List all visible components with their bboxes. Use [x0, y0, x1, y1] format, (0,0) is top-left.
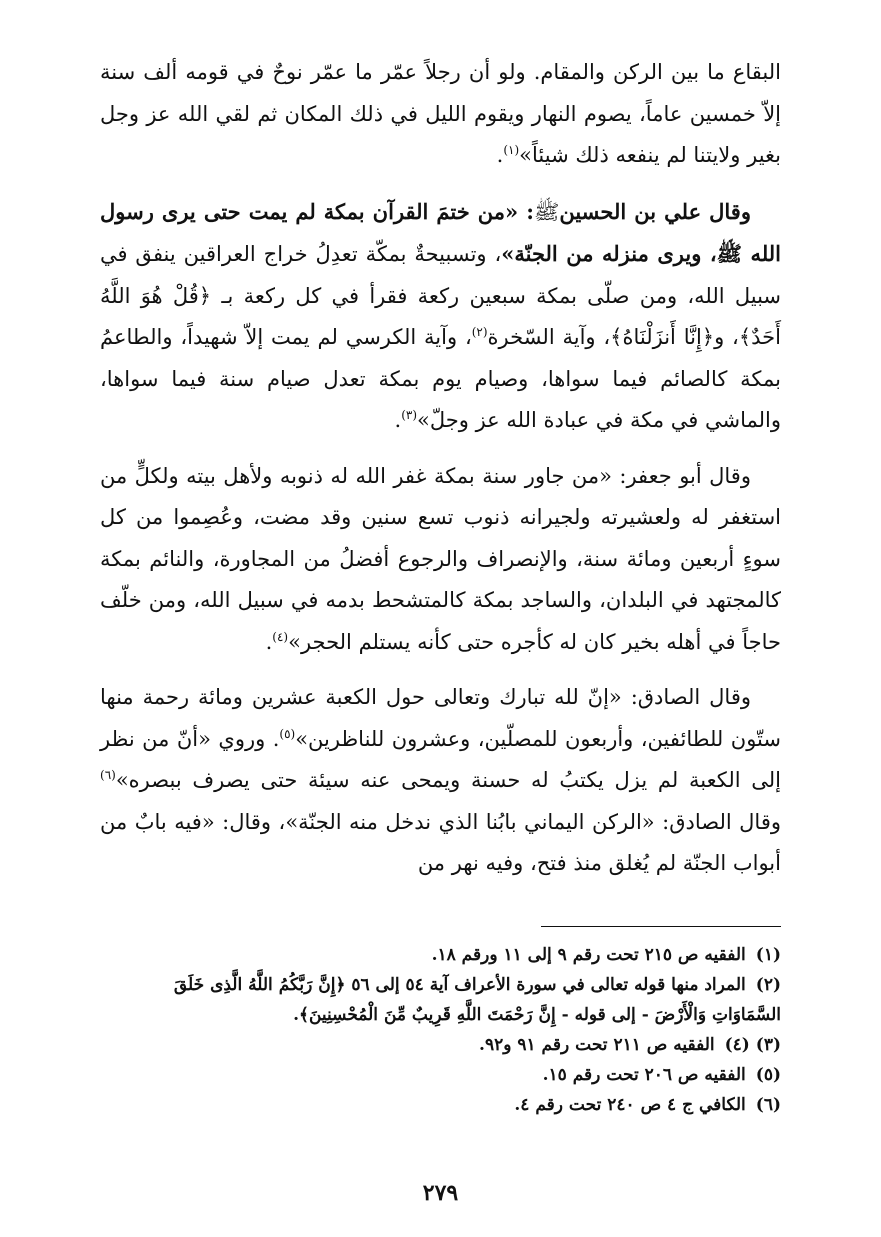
paragraph-2-lead: وقال علي بن الحسين	[559, 198, 751, 224]
footnote-1	[100, 940, 781, 970]
honorific-glyph: ﷺ	[533, 199, 560, 224]
footnote-number: (٣) (٤)	[724, 1035, 781, 1055]
paragraph-2-text-2: ، وآية الكرسي لم يمت إلاّ شهيداً، والطاعمُ بمكة كالصائم فيما سواها، وصيام يوم بمكة تعدل صيام سنة فيما سواها، والماشي في مكة في عبادة الله عز وجلّ»	[100, 325, 781, 432]
paragraph-4-text: وقال الصادق: «إنّ لله تبارك وتعالى حول الكعبة عشرين ومائة رحمة منها ستّون للطائفين، وأربعون للمصلّين، وعشرون للناظرين»	[100, 685, 781, 751]
footnote-number: (٥)	[755, 1065, 781, 1085]
paragraph-1-text: البقاع ما بين الركن والمقام. ولو أن رجلاً عمّر ما عمّر نوحٌ في قومه ألف سنة إلاّ خمسين عاماً، يصوم النهار ويقوم الليل في ذلك المكان ثم لقي الله عز وجل بغير ولايتنا لم ينفعه ذلك شيئاً»	[100, 60, 781, 167]
footnote-3-4	[100, 1030, 781, 1060]
paragraph-1-tail: .	[496, 143, 504, 167]
footnote-text: الفقيه ص ٢٠٦ تحت رقم ١٥.	[542, 1065, 746, 1085]
footnotes	[100, 940, 781, 1120]
page-number: ٢٧٩	[422, 1180, 459, 1206]
paragraph-4	[100, 677, 781, 885]
footnote-number: (٢)	[755, 975, 781, 995]
footnote-6	[100, 1090, 781, 1120]
paragraph-2	[100, 191, 781, 442]
footnote-ref-4: (٤)	[272, 629, 289, 644]
footnote-ref-5: (٥)	[279, 726, 296, 741]
footnote-2	[100, 970, 781, 1030]
paragraph-1	[100, 52, 781, 177]
footnote-text: الكافي ج ٤ ص ٢٤٠ تحت رقم ٤.	[514, 1095, 746, 1115]
footnote-ref-2: (٢)	[471, 325, 488, 339]
footnote-ref-6: (٦)	[100, 768, 116, 782]
footnote-divider	[541, 926, 781, 927]
paragraph-4-text-3: وقال الصادق: «الركن اليماني بابُنا الذي ندخل منه الجنّة»، وقال: «فيه بابٌ من أبواب الجنّة لم يُغلق منذ فتح، وفيه نهر من	[100, 809, 781, 875]
paragraph-3-tail: .	[265, 629, 273, 654]
footnote-text: المراد منها قوله تعالى في سورة الأعراف آية ٥٤ إلى ٥٦ ﴿إِنَّ رَبَّكُمُ اللَّهُ الَّذِى خَلَقَ السَّمَاوَاتِ وَالْأَرْضَ - إلى قوله - إِنَّ رَحْمَتَ اللَّهِ قَرِيبٌ مِّنَ الْمُحْسِنِينَ﴾.	[173, 975, 781, 1025]
footnote-number: (١)	[755, 945, 781, 965]
footnote-text: الفقيه ص ٢١١ تحت رقم ٩١ و٩٢.	[479, 1035, 715, 1055]
paragraph-3-text: وقال أبو جعفر: «من جاور سنة بمكة غفر الله له ذنوبه ولأهل بيته ولكلٍّ من استغفر له ولعشيرته ولجيرانه ذنوب تسع سنين وقد مضت، وعُصِموا من كل سوءٍ أربعين ومائة سنة، والإنصراف والرجوع أفضلُ من المجاورة، والنائم بمكة كالمجتهد في البلدان، والساجد بمكة كالمتشحط بدمه في سبيل الله، ومن خلّف حاجاً في أهله بخير كان له كأجره حتى كأنه يستلم الحجر»	[100, 463, 781, 654]
body-text	[100, 52, 781, 899]
paragraph-2-text: ، وتسبيحةٌ بمكّة تعدِلُ خراج العراقين ينفق في سبيل الله، ومن صلّى بمكة سبعين ركعة فقرأ في كل ركعة بـ ﴿قُلْ هُوَ اللَّهُ أَحَدٌ﴾، و﴿إِنَّا أَنزَلْنَاهُ﴾، وآية السّخرة	[100, 242, 781, 349]
footnote-ref-3: (٣)	[401, 408, 418, 422]
footnote-number: (٦)	[755, 1095, 781, 1115]
paragraph-3	[100, 456, 781, 664]
paragraph-2-tail: .	[394, 408, 402, 432]
paragraph-4-text-2: . وروي «أنّ من نظر إلى الكعبة لم يزل يكتبُ له حسنة ويمحى عنه سيئة حتى يصرف ببصره»	[100, 726, 781, 792]
footnote-text: الفقيه ص ٢١٥ تحت رقم ٩ إلى ١١ ورقم ١٨.	[431, 945, 746, 965]
footnote-ref-1: (١)	[503, 143, 520, 157]
paragraph-2-quote: : «من ختمَ القرآن بمكة لم يمت حتى يرى رسول الله ﷺ، ويرى منزله من الجنّة»	[100, 198, 781, 266]
footnote-5	[100, 1060, 781, 1090]
